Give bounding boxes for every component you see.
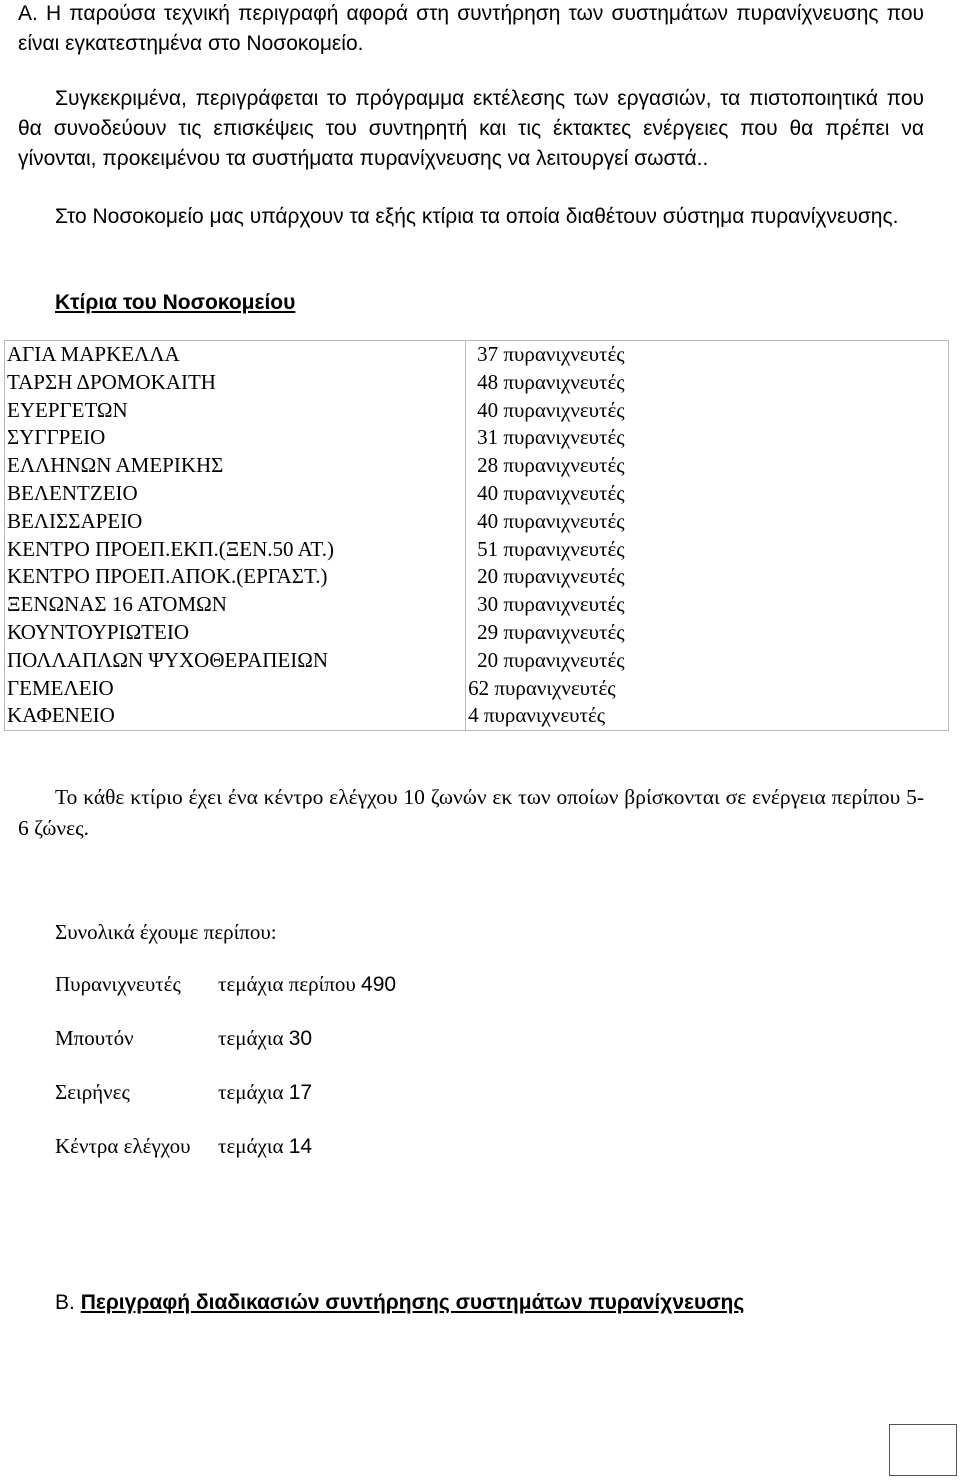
intro-paragraph-2: [18, 84, 924, 174]
building-name: ΒΕΛΕΝΤΖΕΙΟ: [7, 480, 138, 505]
section-b-title: Περιγραφή διαδικασιών συντήρησης συστημάτων πυρανίχνευσης: [80, 1291, 745, 1314]
detector-count: 29 πυρανιχνευτές: [477, 619, 625, 644]
detector-count: 20 πυρανιχνευτές: [477, 564, 625, 589]
detector-count: 40 πυρανιχνευτές: [477, 508, 625, 533]
page-number-box: [889, 1424, 957, 1476]
summary-qty: 17: [288, 1081, 313, 1104]
summary-qty: 30: [288, 1027, 313, 1050]
building-name: ΠΟΛΛΑΠΛΩΝ ΨΥΧΟΘΕΡΑΠΕΙΩΝ: [7, 647, 329, 672]
summary-qty: 490: [361, 973, 397, 996]
intro-para-3-text: Στο Νοσοκομείο μας υπάρχουν τα εξής κτίρια τα οποία διαθέτουν σύστημα πυρανίχνευσης.: [55, 205, 899, 228]
table-row: [5, 341, 949, 731]
detector-count: 51 πυρανιχνευτές: [477, 536, 625, 561]
intro-para-2-text: Συγκεκριμένα, περιγράφεται το πρόγραμμα εκτέλεσης των εργασιών, τα πιστοποιητικά που θα συνοδεύουν τις επισκέψεις του συντηρητή και τις έκτακτες ενέργειες που θα πρέπει να γίνονται, προκειμένου τα συστήματα πυρανίχνευσης να λειτουργεί σωστά..: [18, 87, 924, 170]
building-name: ΞΕΝΩΝΑΣ 16 ΑΤΟΜΩΝ: [7, 592, 227, 617]
detector-count: 40 πυρανιχνευτές: [477, 480, 625, 505]
summary-unit: τεμάχια: [218, 1026, 284, 1050]
buildings-table: [4, 340, 949, 731]
summary-label: Σειρήνες: [55, 1080, 130, 1104]
summary-unit: τεμάχια: [218, 1080, 284, 1104]
detector-count: 28 πυρανιχνευτές: [477, 453, 625, 478]
summary-label: Κέντρα ελέγχου: [55, 1134, 191, 1158]
building-name: ΒΕΛΙΣΣΑΡΕΙΟ: [7, 508, 143, 533]
summary-item-sirens: [55, 1078, 312, 1107]
summary-label: Μπουτόν: [55, 1026, 134, 1050]
zones-text: Το κάθε κτίριο έχει ένα κέντρο ελέγχου 10 ζωνών εκ των οποίων βρίσκονται σε ενέργεια περίπου 5-6 ζώνες.: [18, 785, 924, 840]
building-name: ΚΑΦΕΝΕΙΟ: [7, 703, 115, 728]
building-name: ΚΕΝΤΡΟ ΠΡΟΕΠ.ΑΠΟΚ.(ΕΡΓΑΣΤ.): [7, 564, 328, 589]
section-b-prefix: Β.: [55, 1291, 75, 1314]
building-name: ΕΛΛΗΝΩΝ ΑΜΕΡΙΚΗΣ: [7, 453, 224, 478]
detector-count: 48 πυρανιχνευτές: [477, 369, 625, 394]
detector-count: 4 πυρανιχνευτές: [468, 703, 606, 728]
intro-paragraph-1: [18, 0, 924, 59]
summary-unit: τεμάχια: [218, 1134, 284, 1158]
detector-count: 20 πυρανιχνευτές: [477, 647, 625, 672]
summary-unit: τεμάχια περίπου: [218, 972, 356, 996]
detector-count: 31 πυρανιχνευτές: [477, 425, 625, 450]
intro-line-1: Α. Η παρούσα τεχνική περιγραφή αφορά στη συντήρηση των συστημάτων πυρανίχνευσης που είναι εγκατεστημένα στο Νοσοκομείο.: [18, 2, 924, 55]
detector-count: 40 πυρανιχνευτές: [477, 397, 625, 422]
section-b-heading: [55, 1288, 744, 1318]
summary-item-control-panels: [55, 1132, 312, 1161]
summary-item-buttons: [55, 1024, 312, 1053]
intro-paragraph-3: [18, 202, 924, 232]
building-name: ΤΑΡΣΗ ΔΡΟΜΟΚΑΙΤΗ: [7, 369, 216, 394]
summary-qty: 14: [288, 1135, 313, 1158]
detector-count: 30 πυρανιχνευτές: [477, 592, 625, 617]
building-name: ΚΕΝΤΡΟ ΠΡΟΕΠ.ΕΚΠ.(ΞΕΝ.50 ΑΤ.): [7, 536, 334, 561]
buildings-heading: Κτίρια του Νοσοκομείου: [55, 291, 296, 314]
building-name: ΓΕΜΕΛΕΙΟ: [7, 675, 114, 700]
building-name: ΣΥΓΓΡΕΙΟ: [7, 425, 106, 450]
building-names-cell: [5, 341, 466, 731]
detector-count: 62 πυρανιχνευτές: [468, 675, 616, 700]
detector-count: 37 πυρανιχνευτές: [477, 342, 625, 366]
summary-item-detectors: [55, 970, 396, 999]
zones-paragraph: [18, 782, 924, 844]
building-name: ΕΥΕΡΓΕΤΩΝ: [7, 397, 128, 422]
summary-label: Πυρανιχνευτές: [55, 972, 181, 996]
summary-title: Συνολικά έχουμε περίπου:: [55, 920, 277, 944]
building-name: ΑΓΙΑ ΜΑΡΚΕΛΛΑ: [7, 342, 180, 366]
building-name: ΚΟΥΝΤΟΥΡΙΩΤΕΙΟ: [7, 619, 189, 644]
detector-counts-cell: [466, 341, 949, 731]
